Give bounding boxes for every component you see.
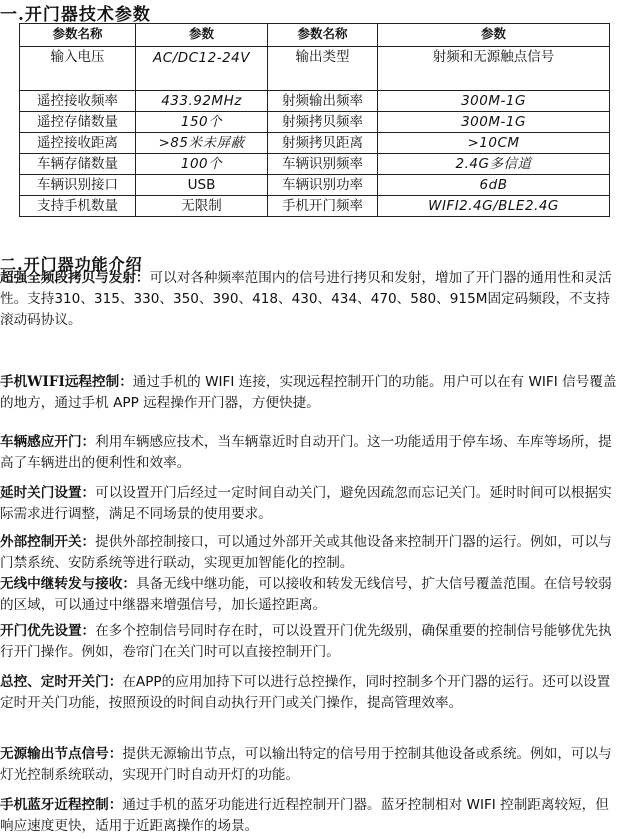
table-row <box>20 112 610 133</box>
feature-body: 利用车辆感应技术，当车辆靠近时自动开门。这一功能适用于停车场、车库等场所，提高了车辆进出的便利性和效率。 <box>0 434 612 471</box>
table-cell: 车辆识别功率 <box>268 175 378 196</box>
feature-vehicle-sensing <box>0 432 621 474</box>
table-cell: 100个 <box>136 154 268 175</box>
feature-delay-close <box>0 483 621 525</box>
table-cell: 遥控存储数量 <box>20 112 136 133</box>
table-row <box>20 154 610 175</box>
table-cell: >85米未屏蔽 <box>136 133 268 154</box>
spec-table <box>19 23 610 217</box>
feature-passive-output <box>0 744 621 786</box>
table-cell: 支持手机数量 <box>20 196 136 217</box>
table-cell: 无限制 <box>136 196 268 217</box>
header-param-value-1: 参数 <box>136 24 268 47</box>
table-cell: 150个 <box>136 112 268 133</box>
table-cell: 车辆识别频率 <box>268 154 378 175</box>
feature-body: 通过手机的 WIFI 连接，实现远程控制开门的功能。用户可以在有 WIFI 信号覆盖的地方，通过手机 APP 远程操作开门器，方便快捷。 <box>0 374 617 411</box>
feature-body: 提供无源输出节点，可以输出特定的信号用于控制其他设备或系统。例如，可以与灯光控制系统联动，实现开门时自动开灯的功能。 <box>0 746 612 783</box>
table-header-row <box>20 24 610 47</box>
table-cell: 射频拷贝频率 <box>268 112 378 133</box>
table-row <box>20 196 610 217</box>
section-title-features: 二.开门器功能介绍 <box>0 255 143 274</box>
feature-title: 超强全频段拷贝与发射： <box>0 270 150 286</box>
table-cell: 300M-1G <box>378 112 610 133</box>
table-row <box>20 91 610 112</box>
table-cell: USB <box>136 175 268 196</box>
table-cell: 车辆存储数量 <box>20 154 136 175</box>
section-title-specs: 一.开门器技术参数 <box>0 5 151 25</box>
table-cell: WIFI2.4G/BLE2.4G <box>378 196 610 217</box>
feature-master-timer <box>0 672 621 714</box>
table-cell: 遥控接收距离 <box>20 133 136 154</box>
feature-body: 通过手机的蓝牙功能进行近程控制开门器。蓝牙控制相对 WIFI 控制距离较短，但响应速度更快，适用于近距离操作的场景。 <box>0 797 609 834</box>
feature-title: 无源输出节点信号： <box>0 746 123 762</box>
header-param-name-1: 参数名称 <box>20 24 136 47</box>
feature-title: 延时关门设置： <box>0 485 96 501</box>
table-cell: >10CM <box>378 133 610 154</box>
table-cell: 射频拷贝距离 <box>268 133 378 154</box>
table-row <box>20 133 610 154</box>
feature-body: 在多个控制信号同时存在时，可以设置开门优先级别，确保重要的控制信号能够优先执行开门操作。例如，卷帘门在关门时可以直接控制开门。 <box>0 623 612 660</box>
table-cell: 射频输出频率 <box>268 91 378 112</box>
feature-wireless-relay <box>0 574 621 616</box>
table-row <box>20 175 610 196</box>
feature-body: 具备无线中继功能，可以接收和转发无线信号，扩大信号覆盖范围。在信号较弱的区域，可以通过中继器来增强信号，加长遥控距离。 <box>0 576 612 613</box>
table-cell: 输出类型 <box>268 47 378 91</box>
table-cell: 输入电压 <box>20 47 136 91</box>
feature-title: 手机蓝牙近程控制： <box>0 797 123 813</box>
table-cell: 433.92MHz <box>136 91 268 112</box>
feature-title: 总控、定时开关门： <box>0 674 123 690</box>
feature-title: 车辆感应开门： <box>0 434 96 450</box>
table-cell: 射频和无源触点信号 <box>378 47 610 91</box>
table-cell: 6dB <box>378 175 610 196</box>
table-cell: 手机开门频率 <box>268 196 378 217</box>
feature-external-switch <box>0 532 621 574</box>
feature-body: 提供外部控制接口，可以通过外部开关或其他设备来控制开门器的运行。例如，可以与门禁系统、安防系统等进行联动，实现更加智能化的控制。 <box>0 534 612 571</box>
feature-title: 外部控制开关： <box>0 534 96 550</box>
feature-body: 在APP的应用加持下可以进行总控操作，同时控制多个开门器的运行。还可以设置定时开关门功能，按照预设的时间自动执行开门或关门操作，提高管理效率。 <box>0 674 611 711</box>
table-row <box>20 47 610 91</box>
feature-title: 开门优先设置： <box>0 623 96 639</box>
feature-wifi-remote <box>0 372 621 414</box>
feature-title: 无线中继转发与接收： <box>0 576 136 592</box>
feature-open-priority <box>0 621 621 663</box>
table-cell: AC/DC12-24V <box>136 47 268 91</box>
table-cell: 2.4G多信道 <box>378 154 610 175</box>
feature-bluetooth-control <box>0 795 621 837</box>
table-cell: 车辆识别接口 <box>20 175 136 196</box>
table-cell: 300M-1G <box>378 91 610 112</box>
feature-full-band-copy <box>0 268 621 331</box>
feature-title: 手机WIFI远程控制： <box>0 374 133 390</box>
feature-body: 可以设置开门后经过一定时间自动关门，避免因疏忽而忘记关门。延时时间可以根据实际需求进行调整，满足不同场景的使用要求。 <box>0 485 612 522</box>
header-param-value-2: 参数 <box>378 24 610 47</box>
header-param-name-2: 参数名称 <box>268 24 378 47</box>
table-cell: 遥控接收频率 <box>20 91 136 112</box>
feature-body: 可以对各种频率范围内的信号进行拷贝和发射，增加了开门器的通用性和灵活性。支持310、315、330、350、390、418、430、434、470、580、915M固定码频段，不支持滚动码协议。 <box>0 270 612 328</box>
